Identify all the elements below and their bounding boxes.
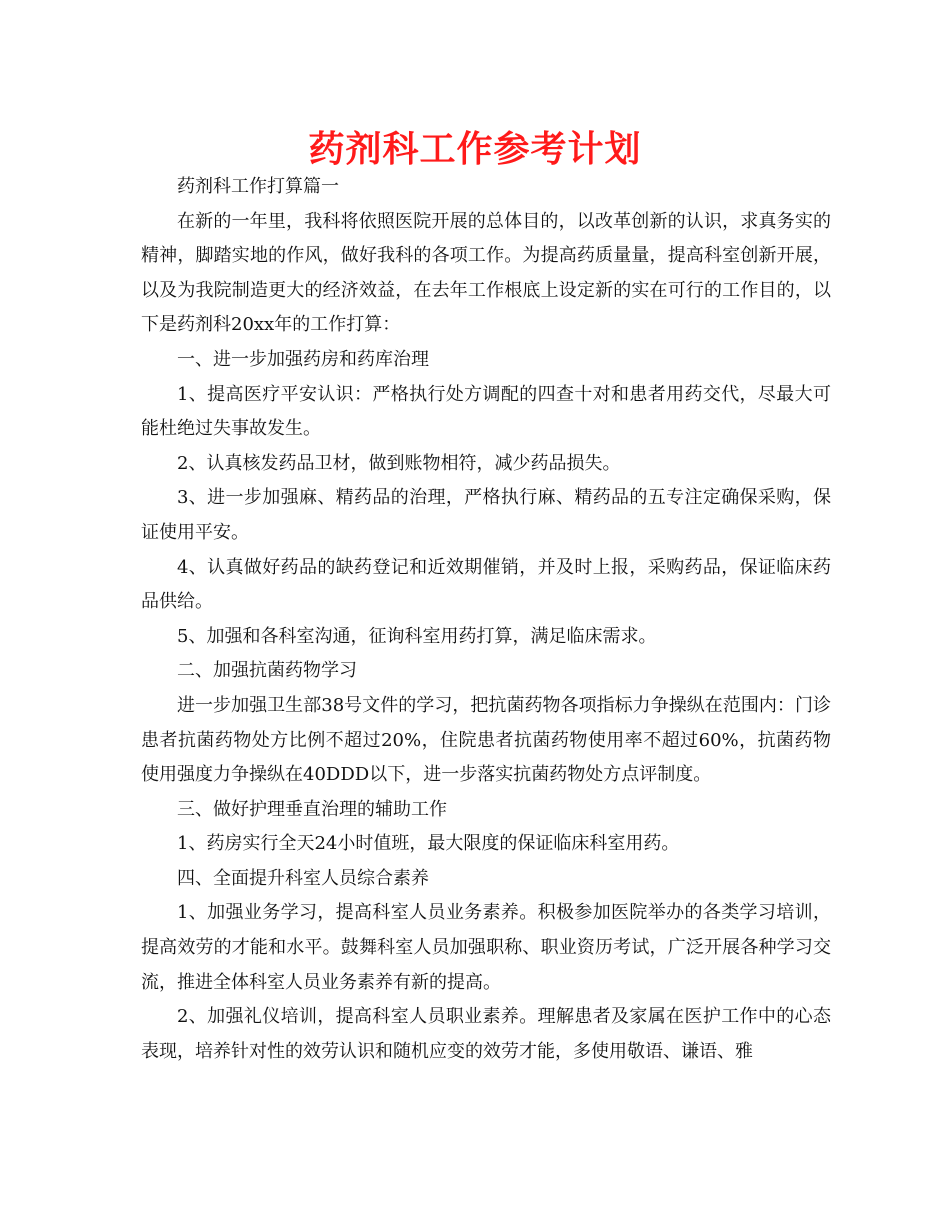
section-heading: 一、进一步加强药房和药库治理 [177, 348, 429, 370]
document-title: 药剂科工作参考计划 [308, 129, 642, 170]
paragraph: 在新的一年里，我科将依照医院开展的总体目的，以改革创新的认识，求真务实的精神，脚踏实地的作风，做好我科的各项工作。为提高药质量量，提高科室创新开展，以及为我院制造更大的经济效益，在去年工作根底上设定新的实在可行的工作目的，以下是药剂科20xx年的工作打算： [141, 210, 831, 336]
paragraph: 2、加强礼仪培训，提高科室人员职业素养。理解患者及家属在医护工作中的心态表现，培养针对性的效劳认识和随机应变的效劳才能，多使用敬语、谦语、雅 [141, 1006, 831, 1062]
section-heading: 三、做好护理垂直治理的辅助工作 [177, 798, 447, 820]
section-heading: 二、加强抗菌药物学习 [177, 660, 357, 682]
section-heading: 四、全面提升科室人员综合素养 [177, 867, 429, 889]
document-body [141, 170, 831, 1069]
paragraph: 3、进一步加强麻、精药品的治理，严格执行麻、精药品的五专注定确保采购，保证使用平安。 [141, 487, 831, 543]
paragraph: 进一步加强卫生部38号文件的学习，把抗菌药物各项指标力争操纵在范围内：门诊患者抗菌药物处方比例不超过20%，住院患者抗菌药物使用率不超过60%，抗菌药物使用强度力争操纵在40DDD以下，进一步落实抗菌药物处方点评制度。 [141, 694, 831, 786]
paragraph: 1、提高医疗平安认识：严格执行处方调配的四查十对和患者用药交代，尽最大可能杜绝过失事故发生。 [141, 383, 831, 440]
paragraph-subtitle: 药剂科工作打算篇一 [177, 176, 339, 197]
paragraph: 1、加强业务学习，提高科室人员业务素养。积极参加医院举办的各类学习培训，提高效劳的才能和水平。鼓舞科室人员加强职称、职业资历考试，广泛开展各种学习交流，推进全体科室人员业务素养有新的提高。 [141, 902, 831, 993]
paragraph: 1、药房实行全天24小时值班，最大限度的保证临床科室用药。 [177, 833, 680, 855]
paragraph: 5、加强和各科室沟通，征询科室用药打算，满足临床需求。 [177, 625, 657, 647]
paragraph: 4、认真做好药品的缺药登记和近效期催销，并及时上报，采购药品，保证临床药品供给。 [141, 556, 831, 613]
paragraph: 2、认真核发药品卫材，做到账物相符，减少药品损失。 [177, 452, 621, 474]
